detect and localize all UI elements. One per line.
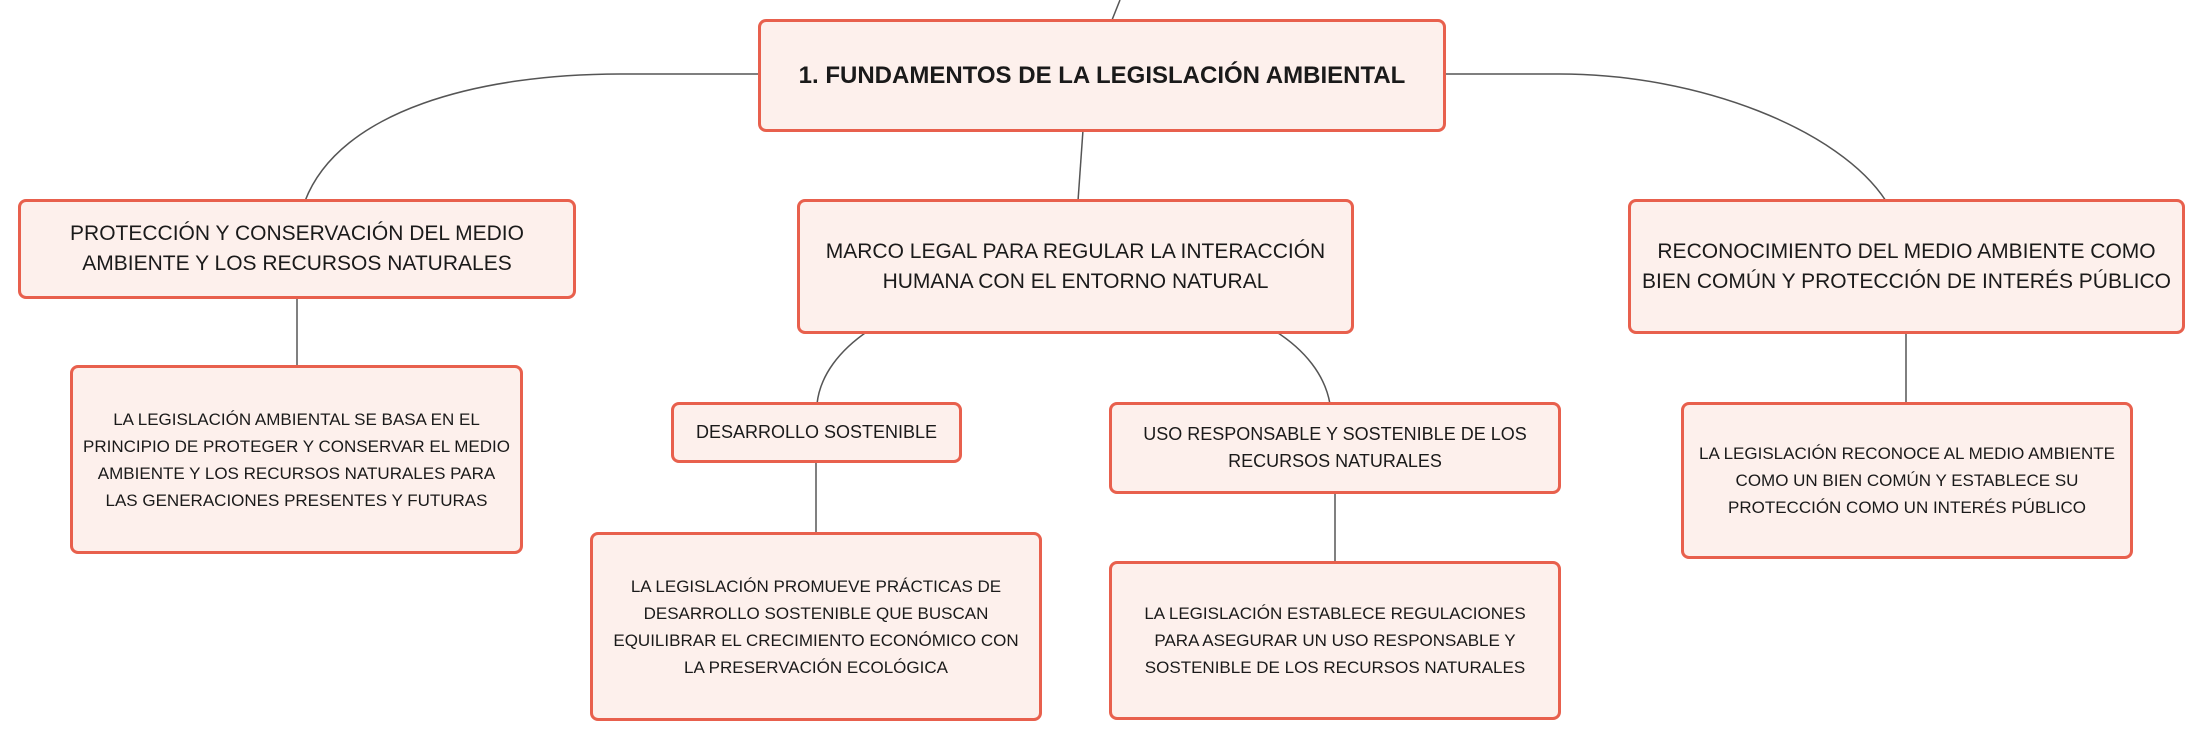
connector-root-to-marco [1078,130,1083,201]
detail-reconocimiento-text: LA LEGISLACIÓN RECONOCE AL MEDIO AMBIENTE COMO UN BIEN COMÚN Y ESTABLECE SU PROTECCIÓN COMO UN INTERÉS PÚBLICO [1699,444,2115,517]
detail-desarrollo-text: LA LEGISLACIÓN PROMUEVE PRÁCTICAS DE DESARROLLO SOSTENIBLE QUE BUSCAN EQUILIBRAR EL CRECIMIENTO ECONÓMICO CON LA PRESERVACIÓN ECOLÓGICA [613,576,1019,677]
branch-proteccion-label: PROTECCIÓN Y CONSERVACIÓN DEL MEDIO AMBIENTE Y LOS RECURSOS NATURALES [70,222,524,275]
root-label: 1. FUNDAMENTOS DE LA LEGISLACIÓN AMBIENTAL [798,61,1406,89]
node-desarrollo-sostenible[interactable] [671,402,962,463]
detail-proteccion-text: LA LEGISLACIÓN AMBIENTAL SE BASA EN EL PRINCIPIO DE PROTEGER Y CONSERVAR EL MEDIO AMBIENTE Y LOS RECURSOS NATURALES PARA LAS GENERACIONES PRESENTES Y FUTURAS [83,409,510,510]
branch-proteccion[interactable] [18,199,576,299]
node-uso-responsable[interactable] [1109,402,1561,494]
branch-marco-label: MARCO LEGAL PARA REGULAR LA INTERACCIÓN HUMANA CON EL ENTORNO NATURAL [825,239,1326,293]
detail-uso-text: LA LEGISLACIÓN ESTABLECE REGULACIONES PARA ASEGURAR UN USO RESPONSABLE Y SOSTENIBLE DE LOS RECURSOS NATURALES [1144,604,1526,677]
connector-root-to-proteccion [305,74,760,201]
branch-marco[interactable] [797,199,1354,334]
detail-desarrollo-sostenible[interactable] [590,532,1042,721]
branch-reconocimiento-label: RECONOCIMIENTO DEL MEDIO AMBIENTE COMO BIEN COMÚN Y PROTECCIÓN DE INTERÉS PÚBLICO [1642,239,2171,293]
detail-proteccion[interactable] [70,365,523,554]
detail-reconocimiento[interactable] [1681,402,2133,559]
connector-marco-to-desarrollo [817,331,868,404]
desarrollo-sostenible-label: DESARROLLO SOSTENIBLE [695,422,938,442]
connector-marco-to-uso [1275,331,1330,404]
connector-root-to-reconocimiento [1444,74,1886,201]
root-node[interactable] [758,19,1446,132]
connector-parent-to-root [1112,0,1120,20]
uso-responsable-label: USO RESPONSABLE Y SOSTENIBLE DE LOS RECURSOS NATURALES [1143,424,1527,471]
branch-reconocimiento[interactable] [1628,199,2185,334]
detail-uso-responsable[interactable] [1109,561,1561,720]
